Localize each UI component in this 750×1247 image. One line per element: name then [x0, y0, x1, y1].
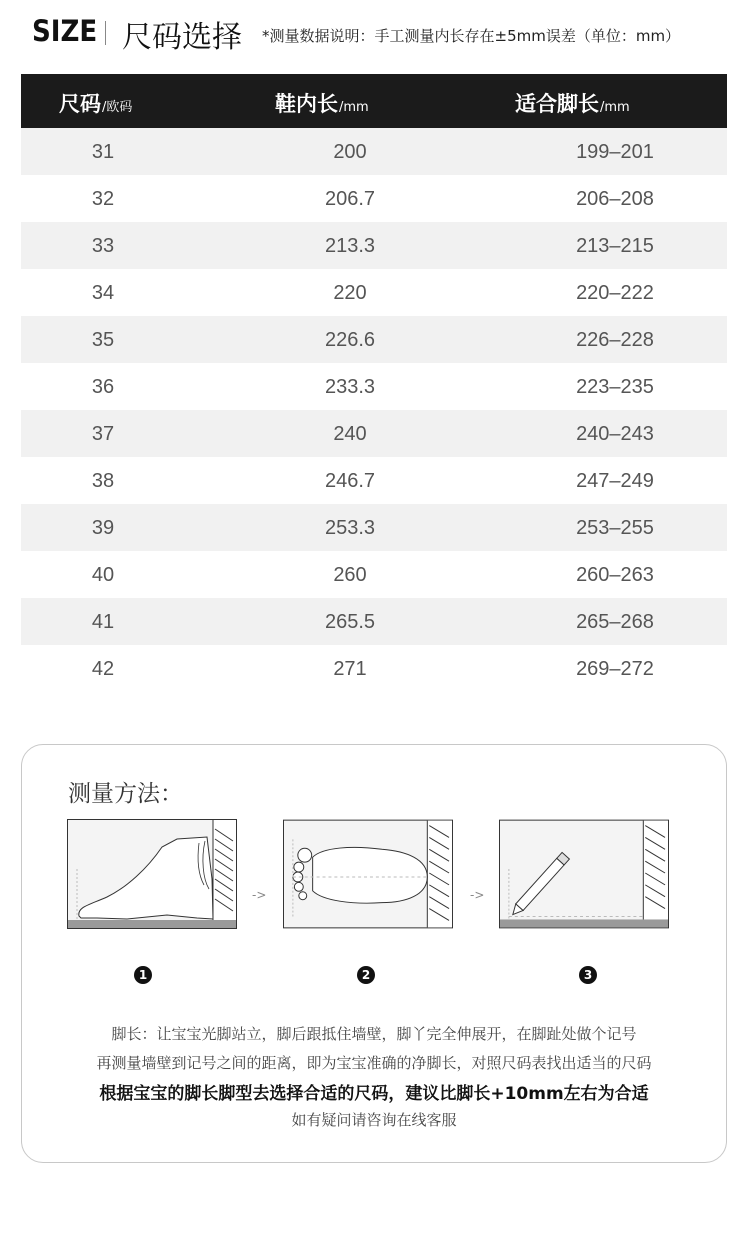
table-row	[21, 504, 727, 551]
table-body	[21, 128, 727, 692]
inner-length-cell: 206.7	[324, 188, 376, 210]
foot-length-cell: 226–228	[576, 329, 654, 351]
foot-length-cell: 265–268	[576, 611, 654, 633]
method-description-1: 脚长：让宝宝光脚站立，脚后跟抵住墙壁，脚丫完全伸展开，在脚趾处做个记号	[111, 1025, 637, 1043]
table-row	[21, 410, 727, 457]
foot-length-cell: 253–255	[576, 517, 654, 539]
foot-length-cell: 260–263	[576, 564, 654, 586]
size-cell: 32	[91, 188, 115, 210]
size-cell: 31	[91, 141, 115, 163]
foot-length-cell: 199–201	[576, 141, 654, 163]
size-table	[21, 74, 727, 692]
method-description-2: 再测量墙壁到记号之间的距离，即为宝宝准确的净脚长，对照尺码表找出适当的尺码	[96, 1054, 652, 1072]
foot-length-cell: 269–272	[576, 658, 654, 680]
inner-length-cell: 200	[333, 141, 367, 163]
step-number-1: 1	[134, 966, 152, 984]
table-row	[21, 269, 727, 316]
measurement-method-card	[21, 744, 727, 1163]
size-selection-title: 尺码选择	[122, 20, 242, 55]
table-row	[21, 363, 727, 410]
inner-length-cell: 220	[333, 282, 367, 304]
table-header	[21, 74, 727, 128]
foot-length-cell: 213–215	[576, 235, 654, 257]
size-cell: 34	[91, 282, 115, 304]
size-cell: 39	[91, 517, 115, 539]
method-title: 测量方法：	[68, 781, 183, 807]
step2-illustration	[283, 819, 453, 929]
arrow-1: ->	[252, 888, 267, 902]
size-cell: 40	[91, 564, 115, 586]
size-cell: 35	[91, 329, 115, 351]
header	[0, 0, 750, 72]
foot-length-cell: 206–208	[576, 188, 654, 210]
foot-length-cell: 223–235	[576, 376, 654, 398]
step1-illustration	[67, 819, 237, 929]
foot-length-cell: 220–222	[576, 282, 654, 304]
inner-length-cell: 213.3	[324, 235, 376, 257]
header-size: 尺码/欧码	[59, 92, 133, 116]
table-row	[21, 598, 727, 645]
arrow-2: ->	[470, 888, 485, 902]
size-cell: 33	[91, 235, 115, 257]
measurement-note: *测量数据说明：手工测量内长存在±5mm误差（单位：mm）	[262, 27, 681, 45]
heading-divider	[105, 21, 106, 45]
foot-length-cell: 240–243	[576, 423, 654, 445]
table-row	[21, 222, 727, 269]
size-cell: 41	[91, 611, 115, 633]
size-cell: 36	[91, 376, 115, 398]
table-row	[21, 645, 727, 692]
table-row	[21, 457, 727, 504]
inner-length-cell: 246.7	[324, 470, 376, 492]
size-cell: 38	[91, 470, 115, 492]
table-row	[21, 128, 727, 175]
step-number-2: 2	[357, 966, 375, 984]
inner-length-cell: 233.3	[324, 376, 376, 398]
table-row	[21, 316, 727, 363]
size-heading: SIZE	[32, 14, 98, 48]
foot-length-cell: 247–249	[576, 470, 654, 492]
inner-length-cell: 260	[333, 564, 367, 586]
inner-length-cell: 253.3	[324, 517, 376, 539]
method-recommendation: 根据宝宝的脚长脚型去选择合适的尺码，建议比脚长+10mm左右为合适	[99, 1084, 649, 1104]
inner-length-cell: 226.6	[324, 329, 376, 351]
header-inner-length: 鞋内长/mm	[275, 92, 369, 116]
inner-length-cell: 271	[333, 658, 367, 680]
size-cell: 42	[91, 658, 115, 680]
inner-length-cell: 240	[333, 423, 367, 445]
size-cell: 37	[91, 423, 115, 445]
table-row	[21, 175, 727, 222]
header-foot-length: 适合脚长/mm	[515, 92, 630, 116]
step-number-3: 3	[579, 966, 597, 984]
step3-illustration	[499, 819, 669, 929]
inner-length-cell: 265.5	[324, 611, 376, 633]
table-row	[21, 551, 727, 598]
customer-service-note: 如有疑问请咨询在线客服	[291, 1111, 457, 1129]
